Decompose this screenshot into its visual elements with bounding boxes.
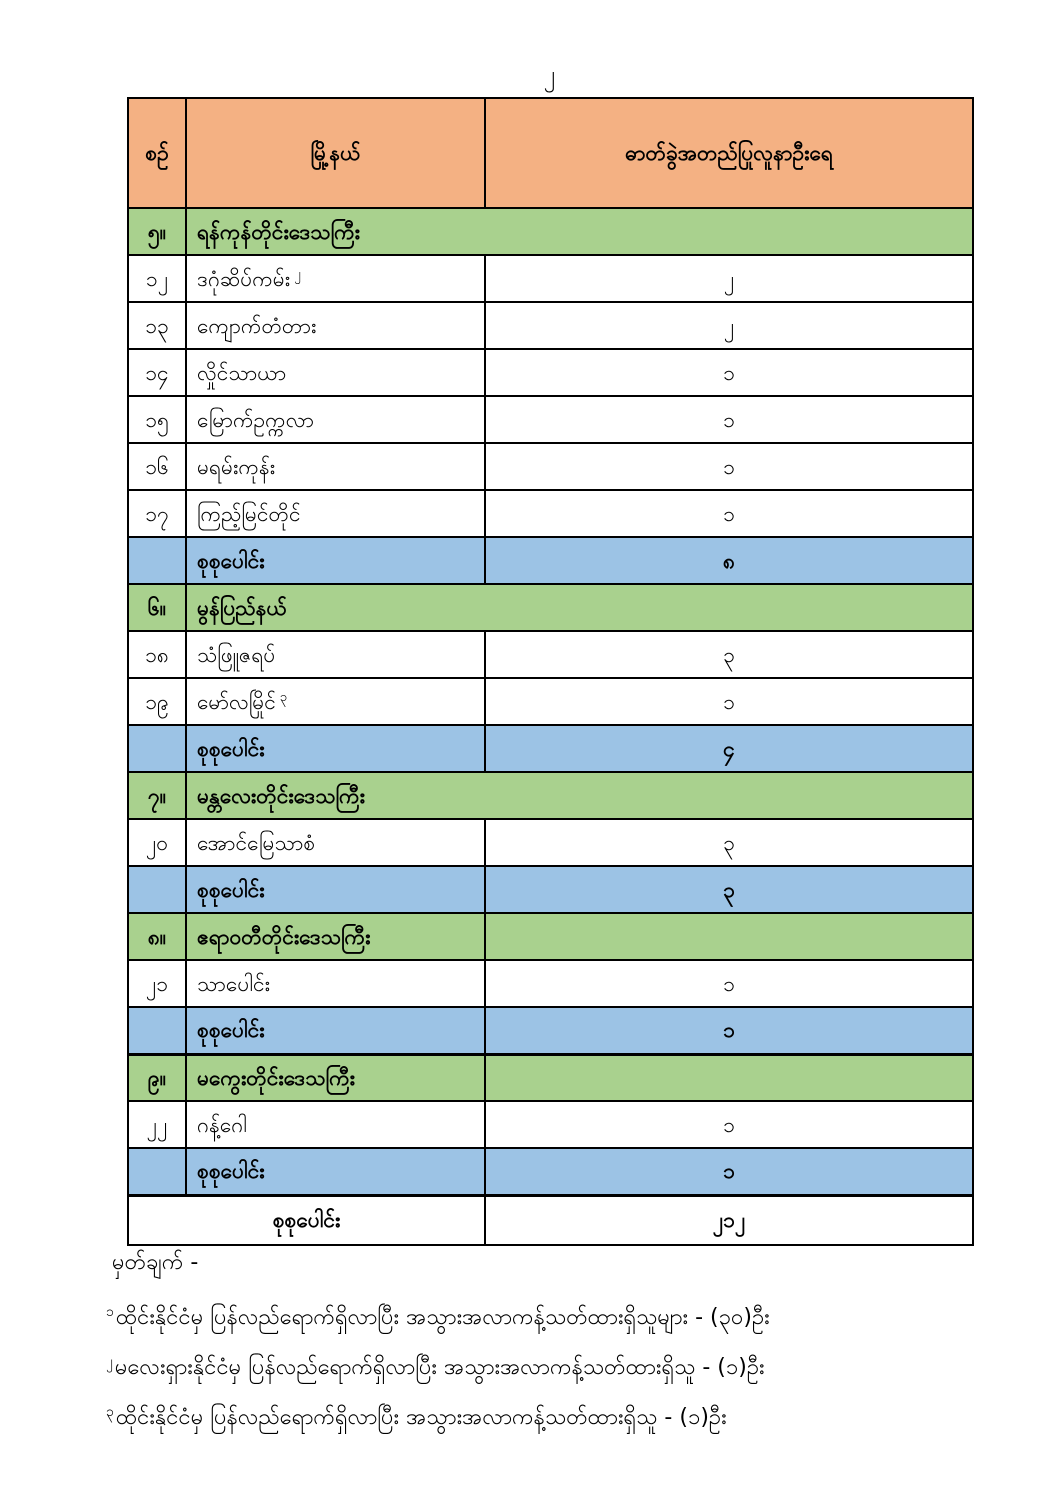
footnote-item-marker: ၃ xyxy=(106,1403,114,1420)
confirmed-count-cell: ၁ xyxy=(485,960,973,1007)
serial-cell: ၁၃ xyxy=(128,302,186,349)
confirmed-count-cell: ၁ xyxy=(485,678,973,725)
township-name: အောင်မြေသာစံ xyxy=(197,830,316,855)
confirmed-count-cell: ၃ xyxy=(485,819,973,866)
township-confirmed-cases-table xyxy=(127,97,974,1246)
footnote-item xyxy=(106,1302,1006,1334)
page-number: ၂ xyxy=(543,62,556,88)
township-cell xyxy=(186,631,485,678)
notes-section xyxy=(106,1248,1006,1452)
section-name-cell: ဧရာဝတီတိုင်းဒေသကြီး xyxy=(186,913,485,960)
township-name: လှိုင်သာယာ xyxy=(197,360,287,385)
confirmed-count-cell: ၁ xyxy=(485,349,973,396)
township-name: ဒဂုံဆိပ်ကမ်း xyxy=(197,266,291,291)
section-number-cell: ၅။ xyxy=(128,208,186,255)
township-cell xyxy=(186,678,485,725)
total-empty-cell xyxy=(128,1148,186,1195)
total-value-cell: ၈ xyxy=(485,537,973,584)
township-row xyxy=(128,490,973,537)
section-total-row xyxy=(128,537,973,584)
serial-cell: ၂၀ xyxy=(128,819,186,866)
township-cell xyxy=(186,349,485,396)
section-empty-cell xyxy=(485,913,973,960)
township-name: ကြည့်မြင်တိုင် xyxy=(197,501,301,526)
township-name: သံဖြူဇရပ် xyxy=(197,642,276,667)
column-header-township: မြို့နယ် xyxy=(186,98,485,208)
total-empty-cell xyxy=(128,725,186,772)
confirmed-count-cell: ၂ xyxy=(485,302,973,349)
total-value-cell: ၁ xyxy=(485,1148,973,1195)
township-name: မရမ်းကုန်း xyxy=(197,454,276,479)
section-header-row xyxy=(128,913,973,960)
serial-cell: ၁၉ xyxy=(128,678,186,725)
township-row xyxy=(128,349,973,396)
notes-heading: မှတ်ချက် - xyxy=(112,1250,199,1275)
section-total-row xyxy=(128,1007,973,1054)
footnote-item-text: ထိုင်းနိုင်ငံမှ ပြန်လည်ရောက်ရှိလာပြီး အသွားအလာကန့်သတ်ထားရှိသူများ - (၃၀)ဦး xyxy=(115,1305,770,1330)
total-label-cell: စုစုပေါင်း xyxy=(186,725,485,772)
section-name-cell: မကွေးတိုင်းဒေသကြီး xyxy=(186,1054,485,1101)
confirmed-count-cell: ၁ xyxy=(485,1101,973,1148)
total-empty-cell xyxy=(128,866,186,913)
serial-cell: ၂၂ xyxy=(128,1101,186,1148)
section-number-cell: ၆။ xyxy=(128,584,186,631)
section-total-row xyxy=(128,1148,973,1195)
grand-total-value-cell: ၂၁၂ xyxy=(485,1195,973,1245)
table-body xyxy=(128,208,973,1245)
township-cell xyxy=(186,255,485,302)
footnote-item xyxy=(106,1402,1006,1434)
section-number-cell: ၇။ xyxy=(128,772,186,819)
township-row xyxy=(128,819,973,866)
township-name: ကျောက်တံတား xyxy=(197,313,317,338)
confirmed-count-cell: ၂ xyxy=(485,255,973,302)
township-cell xyxy=(186,960,485,1007)
township-row xyxy=(128,302,973,349)
section-name-cell: ရန်ကုန်တိုင်းဒေသကြီး xyxy=(186,208,973,255)
township-row xyxy=(128,255,973,302)
township-row xyxy=(128,443,973,490)
township-cell xyxy=(186,396,485,443)
township-name: မြောက်ဥက္ကလာ xyxy=(197,407,315,432)
serial-cell: ၁၅ xyxy=(128,396,186,443)
total-label-cell: စုစုပေါင်း xyxy=(186,866,485,913)
table-header-row xyxy=(128,98,973,208)
township-cell xyxy=(186,490,485,537)
notes-list xyxy=(106,1302,1006,1434)
footnote-item-text: မလေးရှားနိုင်ငံမှ ပြန်လည်ရောက်ရှိလာပြီး အသွားအလာကန့်သတ်ထားရှိသူ - (၁)ဦး xyxy=(114,1355,765,1380)
footnote-marker: ၂ xyxy=(294,266,301,282)
grand-total-label-cell: စုစုပေါင်း xyxy=(128,1195,485,1245)
section-empty-cell xyxy=(485,1054,973,1101)
township-row xyxy=(128,960,973,1007)
confirmed-count-cell: ၃ xyxy=(485,631,973,678)
footnote-item-marker: ၁ xyxy=(106,1303,114,1320)
total-value-cell: ၄ xyxy=(485,725,973,772)
section-name-cell: မွန်ပြည်နယ် xyxy=(186,584,973,631)
township-row xyxy=(128,396,973,443)
total-label-cell: စုစုပေါင်း xyxy=(186,537,485,584)
township-cell xyxy=(186,1101,485,1148)
township-cell xyxy=(186,819,485,866)
township-cell xyxy=(186,302,485,349)
section-number-cell: ၈။ xyxy=(128,913,186,960)
section-header-row xyxy=(128,772,973,819)
section-name-cell: မန္တလေးတိုင်းဒေသကြီး xyxy=(186,772,973,819)
serial-cell: ၁၆ xyxy=(128,443,186,490)
footnote-marker: ၃ xyxy=(279,689,288,705)
total-value-cell: ၃ xyxy=(485,866,973,913)
serial-cell: ၁၄ xyxy=(128,349,186,396)
serial-cell: ၁၈ xyxy=(128,631,186,678)
footnote-item-text: ထိုင်းနိုင်ငံမှ ပြန်လည်ရောက်ရှိလာပြီး အသွားအလာကန့်သတ်ထားရှိသူ - (၁)ဦး xyxy=(115,1405,727,1430)
township-name: သာပေါင်း xyxy=(197,971,270,996)
township-name: ဂန့်ဂေါ xyxy=(197,1112,247,1137)
township-row xyxy=(128,1101,973,1148)
serial-cell: ၂၁ xyxy=(128,960,186,1007)
section-header-row xyxy=(128,208,973,255)
total-value-cell: ၁ xyxy=(485,1007,973,1054)
column-header-confirmed-count: ဓာတ်ခွဲအတည်ပြုလူနာဦးရေ xyxy=(485,98,973,208)
total-label-cell: စုစုပေါင်း xyxy=(186,1007,485,1054)
serial-cell: ၁၇ xyxy=(128,490,186,537)
total-empty-cell xyxy=(128,537,186,584)
total-label-cell: စုစုပေါင်း xyxy=(186,1148,485,1195)
section-total-row xyxy=(128,866,973,913)
section-header-row xyxy=(128,1054,973,1101)
serial-cell: ၁၂ xyxy=(128,255,186,302)
confirmed-count-cell: ၁ xyxy=(485,443,973,490)
footnote-item xyxy=(106,1352,1006,1384)
grand-total-row xyxy=(128,1195,973,1245)
section-header-row xyxy=(128,584,973,631)
confirmed-count-cell: ၁ xyxy=(485,396,973,443)
column-header-serial: စဉ် xyxy=(128,98,186,208)
township-cell xyxy=(186,443,485,490)
footnote-item-marker: ၂ xyxy=(106,1353,113,1370)
township-row xyxy=(128,631,973,678)
section-total-row xyxy=(128,725,973,772)
section-number-cell: ၉။ xyxy=(128,1054,186,1101)
township-name: မော်လမြိုင် xyxy=(197,689,276,714)
confirmed-count-cell: ၁ xyxy=(485,490,973,537)
total-empty-cell xyxy=(128,1007,186,1054)
township-row xyxy=(128,678,973,725)
